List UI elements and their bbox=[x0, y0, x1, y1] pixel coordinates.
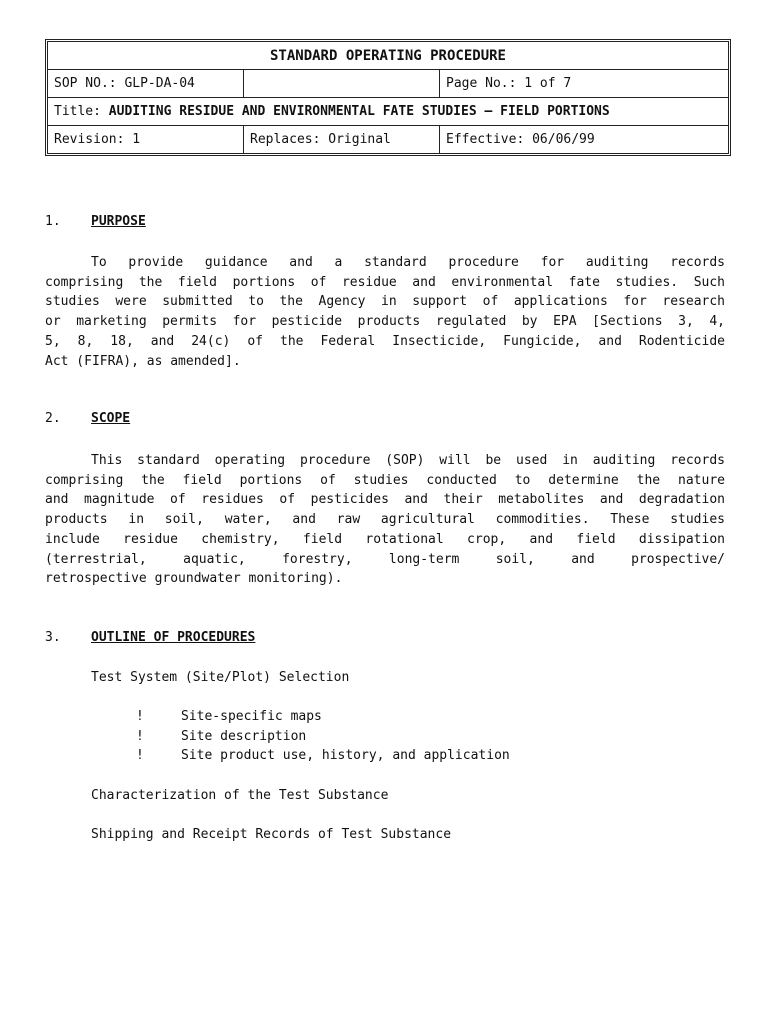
sop-header-table bbox=[45, 39, 731, 156]
page-number: Page No.: 1 of 7 bbox=[446, 76, 572, 91]
paragraph-line: Act (FIFRA), as amended]. bbox=[45, 353, 241, 369]
paragraph-line: products in soil, water, and raw agricultural commodities. These studies bbox=[45, 512, 725, 528]
header-row-sop bbox=[48, 69, 728, 97]
header-title: STANDARD OPERATING PROCEDURE bbox=[269, 47, 506, 64]
document-title: AUDITING RESIDUE AND ENVIRONMENTAL FATE STUDIES – FIELD PORTIONS bbox=[108, 104, 610, 119]
section-heading-purpose bbox=[45, 214, 146, 229]
header-row-revision bbox=[48, 125, 728, 153]
bullet-mark: ! bbox=[136, 729, 144, 744]
bullet-mark: ! bbox=[136, 748, 144, 763]
outline-bullet bbox=[134, 709, 322, 724]
paragraph-line: include residue chemistry, field rotational crop, and field dissipation bbox=[45, 531, 725, 547]
outline-heading-shipping: Shipping and Receipt Records of Test Substance bbox=[91, 827, 452, 842]
section-number: 1. bbox=[45, 214, 61, 229]
bullet-mark: ! bbox=[136, 709, 144, 724]
header-row-title bbox=[48, 97, 728, 125]
empty-cell bbox=[244, 70, 440, 97]
paragraph-line: (terrestrial, aquatic, forestry, long-term soil, and prospective/ bbox=[45, 551, 725, 567]
section-title: PURPOSE bbox=[91, 214, 146, 229]
section-heading-outline bbox=[45, 630, 255, 645]
bullet-text: Site-specific maps bbox=[181, 709, 322, 724]
section-title: OUTLINE OF PROCEDURES bbox=[91, 630, 256, 645]
bullet-text: Site description bbox=[181, 729, 307, 744]
purpose-paragraph bbox=[45, 253, 725, 371]
paragraph-line: This standard operating procedure (SOP) will be used in auditing records bbox=[91, 453, 725, 468]
section-title: SCOPE bbox=[91, 411, 131, 426]
paragraph-line: retrospective groundwater monitoring). bbox=[45, 571, 343, 587]
paragraph-line: and magnitude of residues of pesticides and their metabolites and degradation bbox=[45, 492, 725, 508]
paragraph-line: studies were submitted to the Agency in support of applications for research bbox=[45, 294, 725, 310]
bullet-text: Site product use, history, and application bbox=[181, 748, 510, 763]
revision: Revision: 1 bbox=[48, 126, 244, 153]
section-number: 3. bbox=[45, 630, 61, 645]
section-number: 2. bbox=[45, 411, 61, 426]
outline-bullet bbox=[134, 748, 510, 763]
document-title-cell bbox=[48, 98, 728, 125]
paragraph-line: To provide guidance and a standard procedure for auditing records bbox=[91, 255, 725, 270]
sop-number: SOP NO.: GLP-DA-04 bbox=[48, 70, 244, 97]
paragraph-line: comprising the field portions of residue and environmental fate studies. Such bbox=[45, 274, 725, 290]
paragraph-line: comprising the field portions of studies conducted to determine the nature bbox=[45, 472, 725, 488]
paragraph-line: or marketing permits for pesticide products regulated by EPA [Sections 3, 4, bbox=[45, 314, 725, 330]
effective-date: Effective: 06/06/99 bbox=[446, 132, 595, 147]
title-label: Title: bbox=[54, 104, 101, 119]
header-title-row bbox=[48, 42, 728, 69]
outline-heading-test-system: Test System (Site/Plot) Selection bbox=[91, 670, 350, 685]
outline-bullet bbox=[134, 729, 306, 744]
scope-paragraph bbox=[45, 451, 725, 589]
replaces: Replaces: Original bbox=[244, 126, 440, 153]
section-heading-scope bbox=[45, 411, 130, 426]
outline-heading-characterization: Characterization of the Test Substance bbox=[91, 788, 389, 803]
paragraph-line: 5, 8, 18, and 24(c) of the Federal Insecticide, Fungicide, and Rodenticide bbox=[45, 333, 725, 349]
